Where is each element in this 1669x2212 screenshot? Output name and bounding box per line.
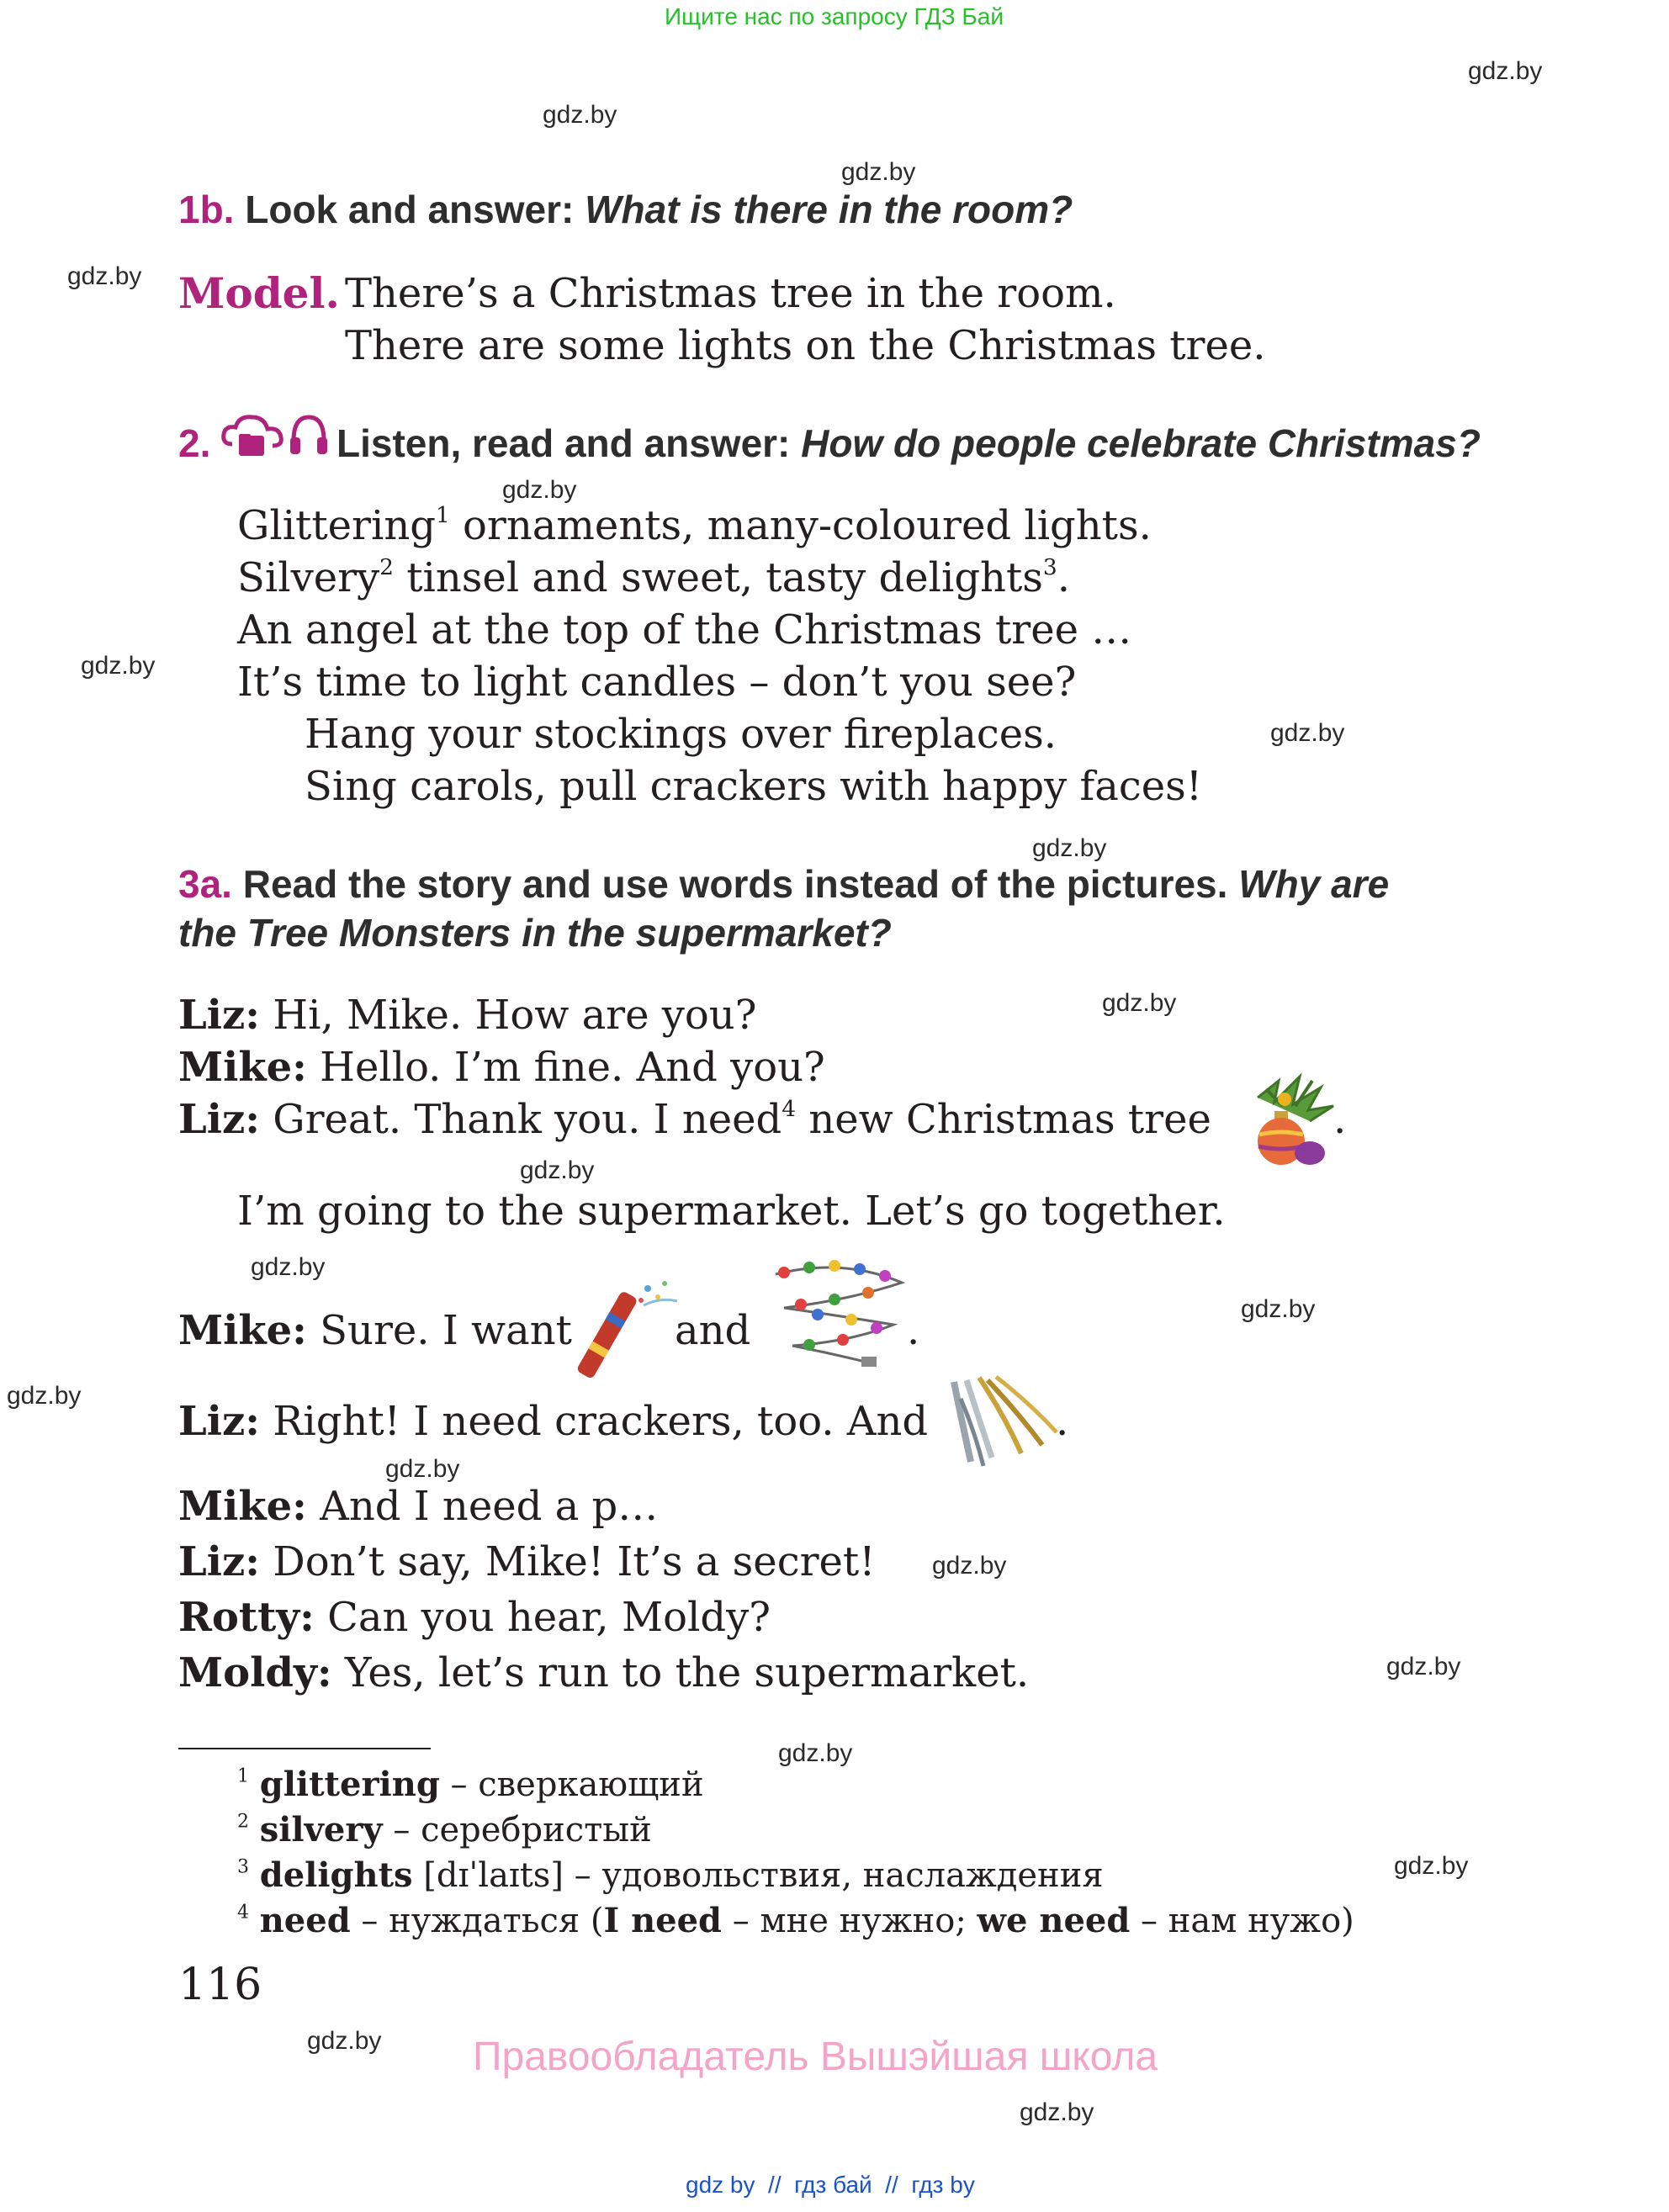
tinsel-picture bbox=[946, 1373, 1063, 1470]
exercise-number: 2. bbox=[178, 421, 211, 465]
watermark: gdz.by bbox=[1394, 1852, 1469, 1880]
poem-text: ornaments, many-coloured lights. bbox=[449, 502, 1152, 549]
dialogue-line bbox=[178, 1480, 658, 1532]
speaker: Mike: bbox=[178, 1044, 307, 1091]
speaker: Liz: bbox=[178, 992, 260, 1039]
exercise-1b-heading bbox=[178, 187, 1073, 232]
model-label bbox=[178, 267, 340, 320]
line-text: Sure. I want bbox=[306, 1307, 572, 1354]
footnote-ref: 2 bbox=[379, 554, 394, 581]
watermark: gdz.by bbox=[1468, 57, 1543, 85]
dialogue-line bbox=[178, 1304, 572, 1357]
footnote-number: 2 bbox=[237, 1811, 249, 1833]
footnote-ref: 3 bbox=[1042, 554, 1057, 581]
footnote-text: – нам нужо) bbox=[1130, 1902, 1354, 1940]
poem-text: tinsel and sweet, tasty delights bbox=[393, 554, 1043, 601]
dialogue-line bbox=[178, 989, 756, 1041]
poem-line-6: Sing carols, pull crackers with happy faces! bbox=[305, 763, 1203, 810]
watermark: gdz.by bbox=[502, 476, 577, 504]
question: What is there in the room? bbox=[585, 188, 1073, 231]
headphones-icon[interactable] bbox=[289, 412, 329, 459]
watermark: gdz.by bbox=[932, 1552, 1007, 1580]
poem-line-1 bbox=[237, 500, 1152, 552]
poem-text: . bbox=[1057, 554, 1070, 601]
dialogue-line bbox=[178, 1395, 928, 1447]
footnote-text: – серебристый bbox=[382, 1811, 652, 1850]
footnote-text: – мне нужно; bbox=[722, 1902, 978, 1940]
footnote-4 bbox=[237, 1901, 1354, 1940]
line-text: Don’t say, Mike! It’s a secret! bbox=[259, 1538, 876, 1585]
dialogue-line: I’m going to the supermarket. Let’s go together. bbox=[237, 1188, 1226, 1235]
top-banner-link[interactable]: Ищите нас по запросу ГДЗ Бай bbox=[665, 3, 1004, 29]
dialogue-line bbox=[178, 1041, 825, 1093]
footnote-text: [dɪˈlaɪts] – удовольствия, наслаждения bbox=[412, 1856, 1104, 1895]
exercise-2-text bbox=[336, 421, 1481, 466]
watermark: gdz.by bbox=[385, 1455, 460, 1483]
watermark: gdz.by bbox=[778, 1739, 853, 1767]
poem-line-5: Hang your stockings over fireplaces. bbox=[305, 711, 1057, 758]
speaker: Mike: bbox=[178, 1483, 307, 1530]
instruction: Listen, read and answer: bbox=[336, 421, 791, 465]
watermark: gdz.by bbox=[1032, 834, 1107, 862]
watermark: gdz.by bbox=[67, 262, 142, 290]
line-text: new Christmas tree bbox=[796, 1096, 1211, 1143]
line-text: Great. Thank you. I need bbox=[259, 1096, 782, 1143]
dialogue-line bbox=[178, 1093, 1211, 1146]
watermark: gdz.by bbox=[1386, 1653, 1461, 1680]
footnote-word: we need bbox=[977, 1901, 1131, 1940]
poem-line-3: An angel at the top of the Christmas tree … bbox=[237, 606, 1132, 654]
line-text: Hi, Mike. How are you? bbox=[259, 992, 757, 1039]
footnote-number: 1 bbox=[237, 1765, 249, 1787]
footnote-number: 4 bbox=[237, 1902, 249, 1924]
speaker: Liz: bbox=[178, 1538, 260, 1585]
model-line-1: There’s a Christmas tree in the room. bbox=[345, 270, 1116, 317]
crackers-picture bbox=[564, 1272, 681, 1381]
copyright-text: Правообладатель Вышэйшая школа bbox=[473, 2035, 1158, 2079]
footnote-text: – нуждаться ( bbox=[350, 1902, 604, 1940]
watermark: gdz.by bbox=[7, 1382, 82, 1410]
bottom-links[interactable]: gdz by // гдз бай // гдз by bbox=[686, 2172, 975, 2198]
line-text: Can you hear, Moldy? bbox=[314, 1594, 771, 1641]
footnote-1 bbox=[237, 1765, 704, 1804]
speaker: Liz: bbox=[178, 1398, 260, 1445]
dialogue-line bbox=[178, 1647, 1029, 1699]
exercise-3a-heading bbox=[178, 861, 1389, 907]
exercise-number: 1b. bbox=[178, 188, 235, 231]
footnote-ref: 4 bbox=[782, 1096, 797, 1123]
ornament-picture bbox=[1232, 1064, 1342, 1173]
watermark: gdz.by bbox=[543, 101, 617, 129]
poem-line-2 bbox=[237, 552, 1070, 604]
speaker: Rotty: bbox=[178, 1594, 315, 1641]
speaker: Mike: bbox=[178, 1307, 307, 1354]
footnote-text: – сверкающий bbox=[439, 1765, 704, 1804]
line-text: Yes, let’s run to the supermarket. bbox=[331, 1649, 1030, 1696]
footnote-word: glittering bbox=[259, 1765, 440, 1804]
dialogue-period: . bbox=[907, 1307, 920, 1354]
footnote-3 bbox=[237, 1855, 1104, 1895]
speaker: Moldy: bbox=[178, 1649, 332, 1696]
watermark: gdz.by bbox=[307, 2027, 382, 2055]
watermark: gdz.by bbox=[1270, 719, 1345, 747]
model-label-text: Model. bbox=[178, 268, 340, 318]
footnote-number: 3 bbox=[237, 1856, 249, 1878]
line-text: Hello. I’m fine. And you? bbox=[306, 1044, 825, 1091]
poem-line-4: It’s time to light candles – don’t you see? bbox=[237, 659, 1077, 706]
dialogue-period: . bbox=[1333, 1096, 1347, 1143]
line-text: Right! I need crackers, too. And bbox=[259, 1398, 929, 1445]
watermark: gdz.by bbox=[1020, 2098, 1094, 2126]
footnote-2 bbox=[237, 1810, 652, 1850]
question: How do people celebrate Christmas? bbox=[801, 421, 1481, 465]
exercise-number: 3a. bbox=[178, 862, 232, 906]
instruction: Look and answer: bbox=[245, 188, 575, 231]
cloud-audio-icon[interactable] bbox=[220, 410, 288, 461]
footnote-word: silvery bbox=[259, 1810, 383, 1850]
footnote-ref: 1 bbox=[435, 502, 450, 529]
watermark: gdz.by bbox=[1241, 1295, 1316, 1323]
page-number: 116 bbox=[178, 1960, 262, 2010]
speaker: Liz: bbox=[178, 1096, 260, 1143]
poem-text: Silvery bbox=[237, 554, 380, 601]
footnote-word: need bbox=[259, 1901, 351, 1940]
question: Why are bbox=[1238, 862, 1390, 906]
watermark: gdz.by bbox=[841, 158, 916, 186]
watermark: gdz.by bbox=[81, 652, 156, 680]
exercise-3a-question-cont: the Tree Monsters in the supermarket? bbox=[178, 911, 892, 955]
line-text: And I need a p… bbox=[306, 1483, 659, 1530]
footnote-word: delights bbox=[259, 1855, 413, 1895]
watermark: gdz.by bbox=[520, 1156, 595, 1184]
dialogue-line bbox=[178, 1536, 876, 1588]
watermark: gdz.by bbox=[251, 1253, 326, 1281]
model-line-2: There are some lights on the Christmas tree. bbox=[345, 322, 1266, 369]
poem-text: Glittering bbox=[237, 502, 436, 549]
footnote-divider bbox=[178, 1748, 431, 1749]
lights-picture bbox=[767, 1257, 919, 1371]
dialogue-line bbox=[178, 1591, 771, 1643]
instruction: Read the story and use words instead of the pictures. bbox=[242, 862, 1228, 906]
exercise-2-heading bbox=[178, 421, 210, 466]
footnote-word: I need bbox=[603, 1901, 723, 1940]
dialogue-period: . bbox=[1056, 1398, 1069, 1445]
watermark: gdz.by bbox=[1102, 989, 1177, 1017]
and-word: and bbox=[675, 1307, 751, 1354]
